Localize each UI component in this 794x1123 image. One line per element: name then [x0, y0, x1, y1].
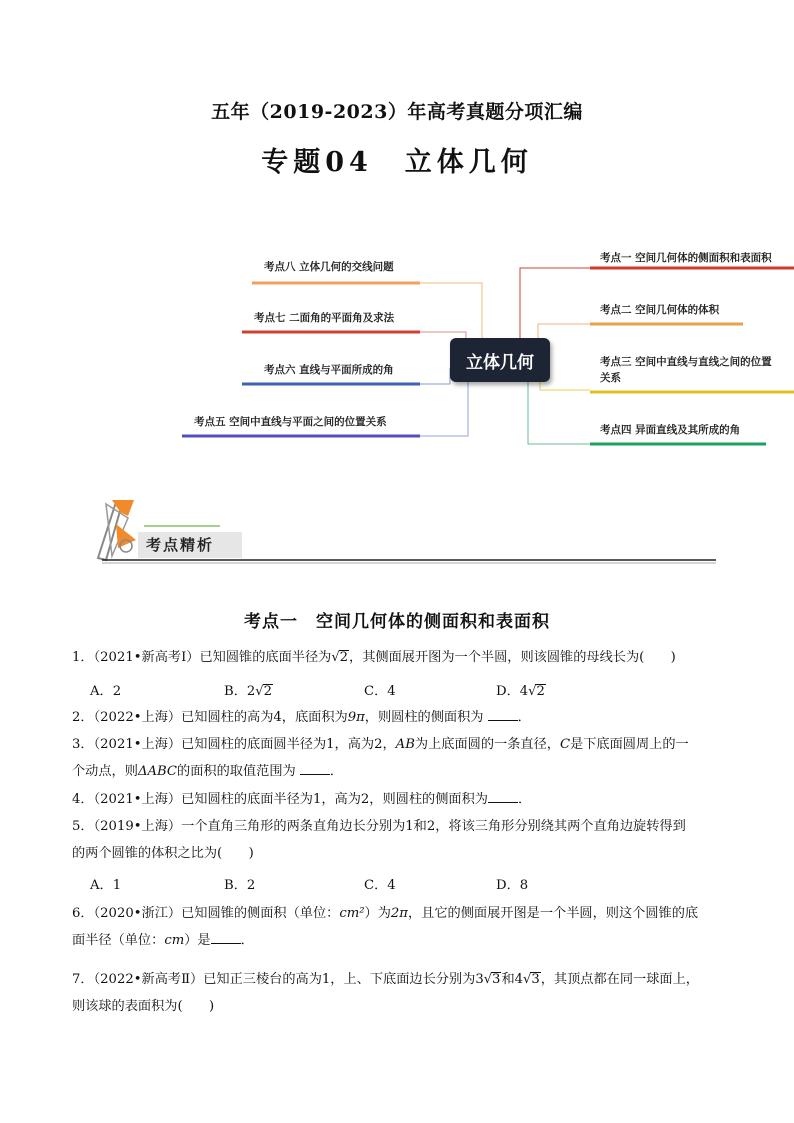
mindmap-node-8: 考点八 立体几何的交线问题: [264, 261, 394, 273]
banner-label: 考点精析: [146, 536, 215, 554]
q5-option-a[interactable]: A．1: [90, 878, 122, 893]
mindmap-node-6: 考点六 直线与平面所成的角: [264, 364, 394, 376]
answer-blank[interactable]: [488, 708, 518, 721]
mindmap-node-4: 考点四 异面直线及其所成的角: [600, 424, 741, 436]
question-1: 1．（2021•新高考Ⅰ）已知圆锥的底面半径为√2，其侧面展开图为一个半圆，则该圆锥的母线长为( ): [72, 650, 676, 665]
section-banner: [88, 496, 720, 566]
question-3: 3．（2021•上海）已知圆柱的底面圆半径为1，高为2，AB为上底面圆的一条直径，C是下底面圆周上的一 个动点，则ΔABC的面积的取值范围为 ．: [72, 737, 689, 779]
q5-option-d[interactable]: D．8: [496, 878, 529, 893]
mindmap-node-7: 考点七 二面角的平面角及求法: [254, 312, 395, 324]
q1-stem-a: 1．（2021•新高考Ⅰ）已知圆锥的底面半径为: [72, 650, 332, 665]
mindmap-center: 立体几何: [450, 338, 550, 382]
question-6: 6．（2020•浙江）已知圆锥的侧面积（单位：cm²）为2π，且它的侧面展开图是一个半圆，则这个圆锥的底 面半径（单位：cm）是 ．: [72, 906, 699, 948]
q1-option-a[interactable]: A．2: [90, 684, 122, 699]
mindmap-node-1: 考点一 空间几何体的侧面积和表面积: [600, 252, 772, 264]
q1-option-c[interactable]: C．4: [364, 684, 396, 699]
question-2: 2．（2022•上海）已知圆柱的高为4，底面积为9π，则圆柱的侧面积为 ．: [72, 710, 531, 725]
mindmap-node-3-line1: 考点三 空间中直线与直线之间的位置: [600, 356, 772, 368]
question-5: 5．（2019•上海）一个直角三角形的两条直角边长分别为1和2，将该三角形分别绕其两个直角边旋转得到 的两个圆锥的体积之比为( ): [72, 819, 686, 861]
answer-blank[interactable]: [300, 762, 330, 775]
q5-option-c[interactable]: C．4: [364, 878, 396, 893]
q5-option-b[interactable]: B．2: [224, 878, 256, 893]
mindmap-node-5: 考点五 空间中直线与平面之间的位置关系: [194, 416, 387, 428]
mindmap-node-3: [600, 354, 772, 386]
section-heading: 考点一 空间几何体的侧面积和表面积: [244, 612, 550, 632]
q1-option-d[interactable]: D．4√2: [496, 684, 545, 699]
answer-blank[interactable]: [488, 790, 518, 803]
question-4: 4．（2021•上海）已知圆柱的底面半径为1，高为2，则圆柱的侧面积为 ．: [72, 792, 532, 807]
q1-option-b[interactable]: B．2√2: [224, 684, 272, 699]
q1-radicand: 2: [339, 650, 349, 665]
question-7: 7．（2022•新高考Ⅱ）已知正三棱台的高为1，上、下底面边长分别为3√3和4√3，其顶点都在同一球面上， 则该球的表面积为( ): [72, 972, 699, 1014]
doc-subtitle: 专题04 立体几何: [261, 147, 533, 178]
compass-ruler-icon: [88, 496, 720, 566]
mind-map: [170, 228, 794, 460]
mindmap-node-3-line2: 关系: [600, 372, 621, 384]
doc-title: 五年（2019-2023）年高考真题分项汇编: [211, 101, 583, 123]
q1-stem-b: ，其侧面展开图为一个半圆，则该圆锥的母线长为( ): [349, 650, 676, 665]
mindmap-node-2: 考点二 空间几何体的体积: [600, 304, 720, 316]
answer-blank[interactable]: [211, 931, 241, 944]
